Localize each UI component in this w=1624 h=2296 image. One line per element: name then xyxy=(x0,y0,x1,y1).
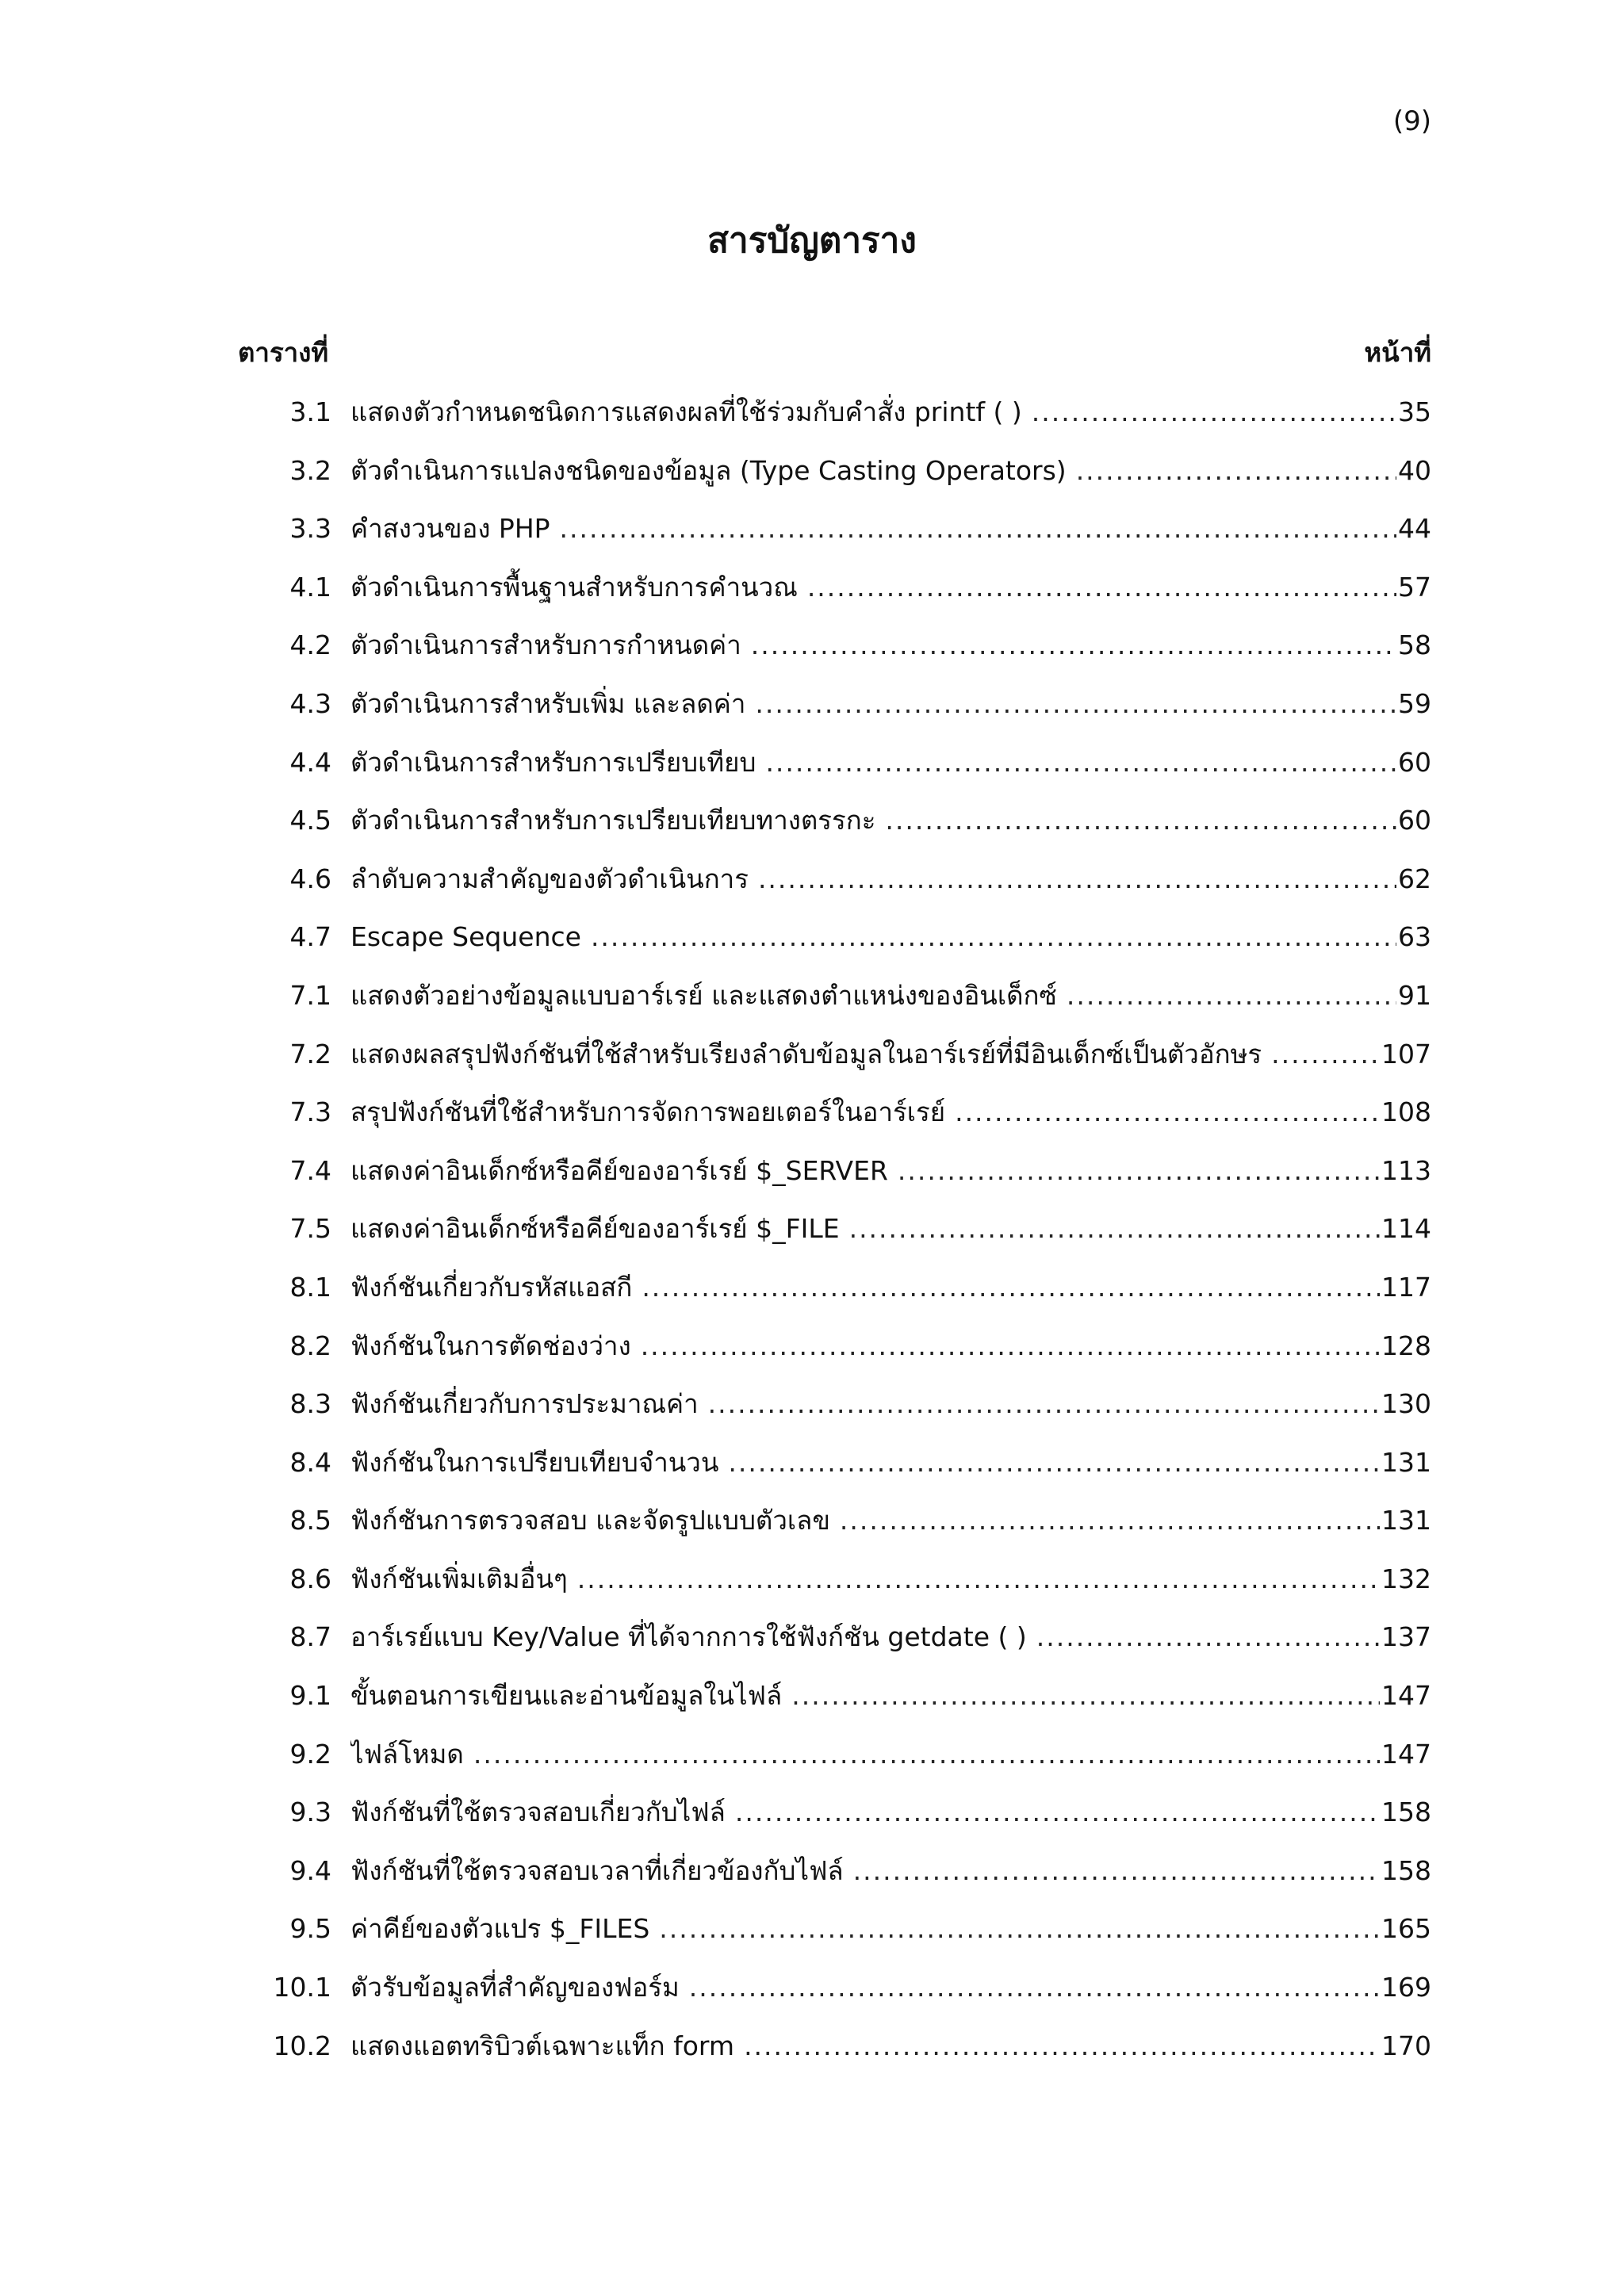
toc-entry-body xyxy=(350,1205,1431,1253)
toc-entry-page: 137 xyxy=(1381,1621,1431,1653)
toc-entry-page: 107 xyxy=(1381,1038,1431,1070)
toc-entry-number: 4.6 xyxy=(289,863,331,894)
toc-entry-number: 8.5 xyxy=(289,1505,331,1536)
toc-entry-title: ค่าคีย์ของตัวแปร $_FILES xyxy=(350,1913,650,1945)
toc-entry-title: ไฟล์โหมด xyxy=(350,1738,464,1770)
toc-entry-number: 9.2 xyxy=(289,1738,331,1770)
dot-leader xyxy=(591,913,1396,961)
toc-entry-title: คำสงวนของ PHP xyxy=(350,513,550,545)
dot-leader xyxy=(765,739,1396,786)
toc-entry-page: 117 xyxy=(1381,1271,1431,1303)
page-number-header: หน้าที่ xyxy=(1364,337,1431,368)
toc-entry-number: 7.4 xyxy=(289,1154,331,1186)
dot-leader xyxy=(807,564,1396,611)
toc-entry-body xyxy=(350,1731,1431,1778)
toc-entry-title: ตัวดำเนินการสำหรับการเปรียบเทียบ xyxy=(350,746,756,778)
toc-entry-page: 165 xyxy=(1381,1913,1431,1945)
toc-entry-page: 131 xyxy=(1381,1505,1431,1536)
toc-entry-page: 62 xyxy=(1398,863,1431,894)
toc-entry-body xyxy=(350,1964,1431,2011)
toc-entry-page: 60 xyxy=(1398,746,1431,778)
dot-leader xyxy=(560,505,1396,553)
toc-entry-body xyxy=(350,1672,1431,1720)
dot-leader xyxy=(642,1264,1380,1311)
dot-leader xyxy=(1271,1031,1380,1078)
toc-entry-page: 147 xyxy=(1381,1738,1431,1770)
toc-entry-title: แสดงค่าอินเด็กซ์หรือคีย์ของอาร์เรย์ $_FILE xyxy=(350,1213,840,1245)
toc-entry xyxy=(0,972,1624,1031)
toc-entry-body xyxy=(350,1147,1431,1195)
toc-entry-title: อาร์เรย์แบบ Key/Value ที่ได้จากการใช้ฟังก์ชัน getdate ( ) xyxy=(350,1621,1027,1653)
toc-entry-number: 7.2 xyxy=(289,1038,331,1070)
toc-entry-number: 8.7 xyxy=(289,1621,331,1653)
toc-entry-body xyxy=(350,1031,1431,1078)
page-number: (9) xyxy=(1392,105,1431,137)
toc-entry-title: ฟังก์ชันในการเปรียบเทียบจำนวน xyxy=(350,1446,719,1478)
toc-entry-body xyxy=(350,1439,1431,1487)
toc-entry xyxy=(0,680,1624,739)
toc-entry-page: 57 xyxy=(1398,571,1431,603)
toc-entry xyxy=(0,1672,1624,1731)
toc-entry-body xyxy=(350,1789,1431,1836)
toc-entry xyxy=(0,1964,1624,2022)
toc-entry xyxy=(0,388,1624,447)
toc-entry-page: 91 xyxy=(1398,979,1431,1011)
toc-entry-title: สรุปฟังก์ชันที่ใช้สำหรับการจัดการพอยเตอร์ในอาร์เรย์ xyxy=(350,1096,946,1128)
page-title: สารบัญตาราง xyxy=(707,220,917,261)
toc-entry-title: แสดงค่าอินเด็กซ์หรือคีย์ของอาร์เรย์ $_SERVER xyxy=(350,1154,888,1186)
toc-entry-body xyxy=(350,447,1431,495)
dot-leader xyxy=(1067,972,1396,1020)
dot-leader xyxy=(659,1905,1380,1953)
toc-entry-title: ฟังก์ชันในการตัดช่องว่าง xyxy=(350,1330,631,1361)
toc-entry-title: ตัวดำเนินการสำหรับการเปรียบเทียบทางตรรกะ xyxy=(350,805,876,836)
toc-entry-title: ฟังก์ชันเกี่ยวกับรหัสแอสกี xyxy=(350,1271,633,1303)
dot-leader xyxy=(885,797,1396,844)
dot-leader xyxy=(577,1556,1380,1603)
toc-entry-number: 7.1 xyxy=(289,979,331,1011)
toc-entry-number: 8.2 xyxy=(289,1330,331,1361)
toc-entry xyxy=(0,1847,1624,1906)
toc-entry-page: 59 xyxy=(1398,687,1431,719)
toc-entry-title: ฟังก์ชันที่ใช้ตรวจสอบเวลาที่เกี่ยวข้องกับไฟล์ xyxy=(350,1854,844,1886)
toc-entry-page: 114 xyxy=(1381,1213,1431,1245)
dot-leader xyxy=(853,1847,1380,1895)
toc-entry-page: 158 xyxy=(1381,1854,1431,1886)
toc-entry-title: แสดงแอตทริบิวต์เฉพาะแท็ก form xyxy=(350,2030,735,2061)
toc-entry-body xyxy=(350,855,1431,903)
toc-entry-body xyxy=(350,1089,1431,1136)
toc-entry-number: 7.3 xyxy=(289,1096,331,1128)
toc-entry-number: 9.3 xyxy=(289,1797,331,1828)
toc-entry xyxy=(0,739,1624,798)
toc-entry-body xyxy=(350,1556,1431,1603)
toc-entry-title: ฟังก์ชันการตรวจสอบ และจัดรูปแบบตัวเลข xyxy=(350,1505,830,1536)
toc-entry-body xyxy=(350,388,1431,436)
toc-entry-page: 147 xyxy=(1381,1680,1431,1712)
toc-entry-number: 10.1 xyxy=(273,1972,331,2003)
dot-leader xyxy=(755,680,1396,728)
toc-entry-number: 4.1 xyxy=(289,571,331,603)
dot-leader xyxy=(728,1439,1380,1487)
toc-entry-title: แสดงผลสรุปฟังก์ชันที่ใช้สำหรับเรียงลำดับข้อมูลในอาร์เรย์ที่มีอินเด็กซ์เป็นตัวอักษร xyxy=(350,1038,1262,1070)
dot-leader xyxy=(751,622,1396,669)
toc-entry xyxy=(0,797,1624,855)
toc-entry-body xyxy=(350,622,1431,669)
toc-entry-page: 130 xyxy=(1381,1388,1431,1420)
toc-entry xyxy=(0,1147,1624,1206)
toc-entry xyxy=(0,1613,1624,1672)
toc-entry-number: 8.1 xyxy=(289,1271,331,1303)
toc-entry-number: 3.2 xyxy=(289,454,331,486)
toc-entry-title: แสดงตัวกำหนดชนิดการแสดงผลที่ใช้ร่วมกับคำสั่ง printf ( ) xyxy=(350,396,1022,427)
toc-entry-title: ฟังก์ชันที่ใช้ตรวจสอบเกี่ยวกับไฟล์ xyxy=(350,1797,726,1828)
toc-entry-title: ตัวดำเนินการสำหรับการกำหนดค่า xyxy=(350,629,741,661)
toc-entry xyxy=(0,1205,1624,1264)
toc-entry-number: 4.3 xyxy=(289,687,331,719)
toc-entry-body xyxy=(350,1497,1431,1544)
table-of-tables-list xyxy=(0,388,1624,2080)
toc-entry-body xyxy=(350,1905,1431,1953)
toc-entry xyxy=(0,1905,1624,1964)
toc-entry-page: 131 xyxy=(1381,1446,1431,1478)
toc-entry-title: ลำดับความสำคัญของตัวดำเนินการ xyxy=(350,863,749,894)
dot-leader xyxy=(744,2022,1380,2070)
dot-leader xyxy=(955,1089,1380,1136)
toc-entry xyxy=(0,1439,1624,1498)
table-number-header: ตารางที่ xyxy=(238,337,329,368)
toc-entry-page: 60 xyxy=(1398,805,1431,836)
dot-leader xyxy=(849,1205,1380,1253)
toc-entry-page: 58 xyxy=(1398,629,1431,661)
toc-entry-body xyxy=(350,505,1431,553)
toc-entry-body xyxy=(350,972,1431,1020)
toc-entry-body xyxy=(350,564,1431,611)
toc-entry xyxy=(0,855,1624,914)
toc-entry-page: 108 xyxy=(1381,1096,1431,1128)
toc-entry-number: 4.2 xyxy=(289,629,331,661)
toc-entry-number: 9.1 xyxy=(289,1680,331,1712)
toc-entry-title: ตัวดำเนินการแปลงชนิดของข้อมูล (Type Casting Operators) xyxy=(350,454,1067,486)
toc-entry xyxy=(0,1322,1624,1381)
toc-entry-body xyxy=(350,1322,1431,1370)
toc-entry-body xyxy=(350,680,1431,728)
toc-entry-page: 40 xyxy=(1398,454,1431,486)
toc-entry xyxy=(0,622,1624,680)
toc-entry-body xyxy=(350,739,1431,786)
toc-entry xyxy=(0,564,1624,622)
dot-leader xyxy=(1076,447,1396,495)
toc-entry-page: 128 xyxy=(1381,1330,1431,1361)
toc-entry-page: 63 xyxy=(1398,921,1431,953)
toc-entry-page: 35 xyxy=(1398,396,1431,427)
toc-entry-number: 7.5 xyxy=(289,1213,331,1245)
toc-entry xyxy=(0,1264,1624,1322)
toc-entry-body xyxy=(350,1847,1431,1895)
toc-entry-title: ตัวรับข้อมูลที่สำคัญของฟอร์ม xyxy=(350,1972,680,2003)
toc-entry xyxy=(0,447,1624,506)
dot-leader xyxy=(641,1322,1380,1370)
toc-entry-number: 3.1 xyxy=(289,396,331,427)
toc-entry-title: ตัวดำเนินการพื้นฐานสำหรับการคำนวณ xyxy=(350,571,798,603)
toc-entry xyxy=(0,1089,1624,1147)
toc-entry-body xyxy=(350,1264,1431,1311)
toc-entry-page: 132 xyxy=(1381,1563,1431,1594)
toc-entry-number: 8.3 xyxy=(289,1388,331,1420)
toc-entry-body xyxy=(350,913,1431,961)
toc-entry xyxy=(0,505,1624,564)
toc-entry-body xyxy=(350,1380,1431,1428)
toc-entry-title: Escape Sequence xyxy=(350,921,581,953)
toc-entry-number: 8.6 xyxy=(289,1563,331,1594)
toc-entry-page: 169 xyxy=(1381,1972,1431,2003)
toc-entry-title: แสดงตัวอย่างข้อมูลแบบอาร์เรย์ และแสดงตำแหน่งของอินเด็กซ์ xyxy=(350,979,1057,1011)
toc-entry xyxy=(0,1497,1624,1556)
dot-leader xyxy=(758,855,1396,903)
toc-entry xyxy=(0,1031,1624,1089)
dot-leader xyxy=(898,1147,1380,1195)
dot-leader xyxy=(473,1731,1380,1778)
toc-entry-number: 3.3 xyxy=(289,513,331,545)
toc-entry-number: 8.4 xyxy=(289,1446,331,1478)
dot-leader xyxy=(1036,1613,1380,1661)
toc-entry-page: 170 xyxy=(1381,2030,1431,2061)
toc-entry-body xyxy=(350,1613,1431,1661)
toc-entry-page: 158 xyxy=(1381,1797,1431,1828)
toc-entry-number: 9.4 xyxy=(289,1854,331,1886)
toc-entry-page: 44 xyxy=(1398,513,1431,545)
dot-leader xyxy=(708,1380,1380,1428)
toc-entry-number: 10.2 xyxy=(273,2030,331,2061)
dot-leader xyxy=(689,1964,1380,2011)
toc-entry-title: ตัวดำเนินการสำหรับเพิ่ม และลดค่า xyxy=(350,687,746,719)
toc-entry-number: 4.5 xyxy=(289,805,331,836)
toc-entry-body xyxy=(350,2022,1431,2070)
dot-leader xyxy=(735,1789,1380,1836)
toc-entry-number: 9.5 xyxy=(289,1913,331,1945)
toc-entry xyxy=(0,1556,1624,1614)
toc-entry-body xyxy=(350,797,1431,844)
toc-entry-title: ขั้นตอนการเขียนและอ่านข้อมูลในไฟล์ xyxy=(350,1680,783,1712)
toc-entry xyxy=(0,1380,1624,1439)
dot-leader xyxy=(791,1672,1380,1720)
dot-leader xyxy=(840,1497,1380,1544)
dot-leader xyxy=(1032,388,1396,436)
toc-entry-title: ฟังก์ชันเกี่ยวกับการประมาณค่า xyxy=(350,1388,699,1420)
toc-entry xyxy=(0,2022,1624,2081)
toc-entry-number: 4.4 xyxy=(289,746,331,778)
toc-entry-title: ฟังก์ชันเพิ่มเติมอื่นๆ xyxy=(350,1563,568,1594)
toc-entry-number: 4.7 xyxy=(289,921,331,953)
toc-entry-page: 113 xyxy=(1381,1154,1431,1186)
toc-entry xyxy=(0,913,1624,972)
toc-entry xyxy=(0,1789,1624,1847)
toc-entry xyxy=(0,1731,1624,1789)
